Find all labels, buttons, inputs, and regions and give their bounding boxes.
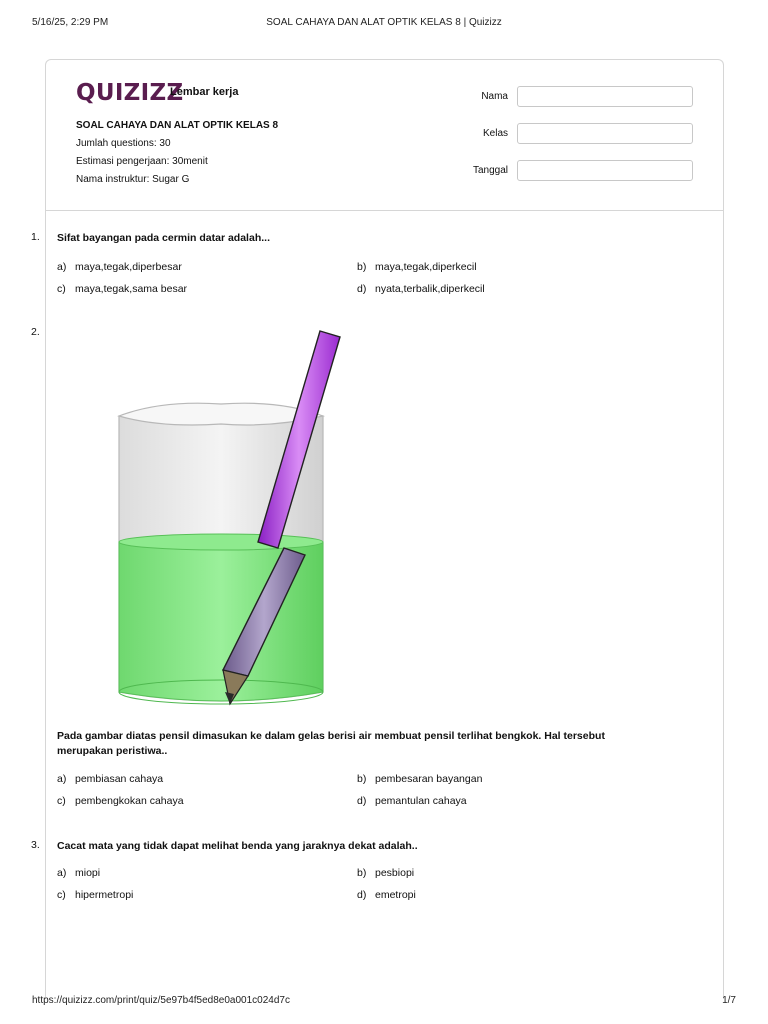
water-surface: [119, 534, 323, 550]
option-letter: d): [357, 889, 367, 901]
option-letter: d): [357, 795, 367, 807]
question-3: [31, 839, 651, 909]
option-text: pembengkokan cahaya: [75, 795, 184, 807]
print-title: SOAL CAHAYA DAN ALAT OPTIK KELAS 8 | Quizizz: [266, 17, 502, 28]
option-text: maya,tegak,sama besar: [75, 283, 188, 295]
option-b[interactable]: [357, 261, 477, 273]
option-text: maya,tegak,diperkecil: [375, 261, 477, 273]
option-a[interactable]: [57, 867, 100, 879]
option-text: pemantulan cahaya: [375, 795, 467, 807]
class-field[interactable]: [517, 123, 693, 144]
option-d[interactable]: [357, 795, 467, 807]
option-text: maya,tegak,diperbesar: [75, 261, 182, 273]
option-text: pembiasan cahaya: [75, 773, 164, 785]
option-text: nyata,terbalik,diperkecil: [375, 283, 485, 295]
quiz-title: SOAL CAHAYA DAN ALAT OPTIK KELAS 8: [76, 120, 279, 131]
class-field-label: Kelas: [482, 128, 508, 139]
option-letter: c): [57, 283, 66, 295]
option-c[interactable]: [57, 795, 184, 807]
option-text: pesbiopi: [375, 867, 415, 879]
option-letter: a): [57, 261, 67, 273]
question-text: Pada gambar diatas pensil dimasukan ke dalam gelas berisi air membuat pensil terlihat bengkok. Hal tersebut merupakan peristiwa..: [57, 730, 605, 757]
option-letter: b): [357, 261, 367, 273]
option-d[interactable]: [357, 889, 416, 901]
option-c[interactable]: [57, 889, 133, 901]
option-letter: b): [357, 773, 367, 785]
option-b[interactable]: [357, 773, 482, 785]
question-number: 2.: [31, 326, 40, 338]
question-text: Cacat mata yang tidak dapat melihat benda yang jaraknya dekat adalah..: [57, 840, 418, 852]
option-letter: c): [57, 795, 66, 807]
option-c[interactable]: [57, 283, 187, 295]
question-text: Sifat bayangan pada cermin datar adalah...: [57, 232, 270, 244]
question-2: [31, 729, 651, 819]
print-url: https://quizizz.com/print/quiz/5e97b4f5ed8e0a001c024d7c: [32, 995, 290, 1006]
option-d[interactable]: [357, 283, 485, 295]
quizizz-logo: QUIZIZZ: [76, 80, 184, 106]
page-number: 1/7: [722, 995, 736, 1006]
option-text: miopi: [75, 867, 101, 879]
option-text: emetropi: [375, 889, 416, 901]
option-a[interactable]: [57, 773, 163, 785]
option-text: pembesaran bayangan: [375, 773, 483, 785]
print-datetime: 5/16/25, 2:29 PM: [32, 17, 109, 28]
option-letter: a): [57, 773, 67, 785]
worksheet-header: [46, 60, 723, 211]
estimated-time: Estimasi pengerjaan: 30menit: [76, 156, 208, 167]
questions-count: Jumlah questions: 30: [76, 138, 171, 149]
option-a[interactable]: [57, 261, 182, 273]
print-header: [32, 17, 736, 31]
worksheet-label: Lembar kerja: [170, 86, 239, 98]
name-field-label: Nama: [481, 91, 508, 102]
option-letter: c): [57, 889, 66, 901]
glass-rim: [119, 403, 323, 425]
option-letter: a): [57, 867, 67, 879]
name-field[interactable]: [517, 86, 693, 107]
option-letter: d): [357, 283, 367, 295]
option-text: hipermetropi: [75, 889, 134, 901]
question-1: [31, 231, 651, 301]
question-number: 3.: [31, 839, 40, 851]
date-field[interactable]: [517, 160, 693, 181]
question-number: 1.: [31, 231, 40, 243]
date-field-label: Tanggal: [472, 165, 508, 176]
option-b[interactable]: [357, 867, 414, 879]
pencil-glass-svg: [101, 324, 353, 714]
option-letter: b): [357, 867, 367, 879]
pencil-in-glass-illustration: [101, 324, 353, 714]
print-footer: [32, 995, 736, 1009]
instructor-name: Nama instruktur: Sugar G: [76, 174, 190, 185]
